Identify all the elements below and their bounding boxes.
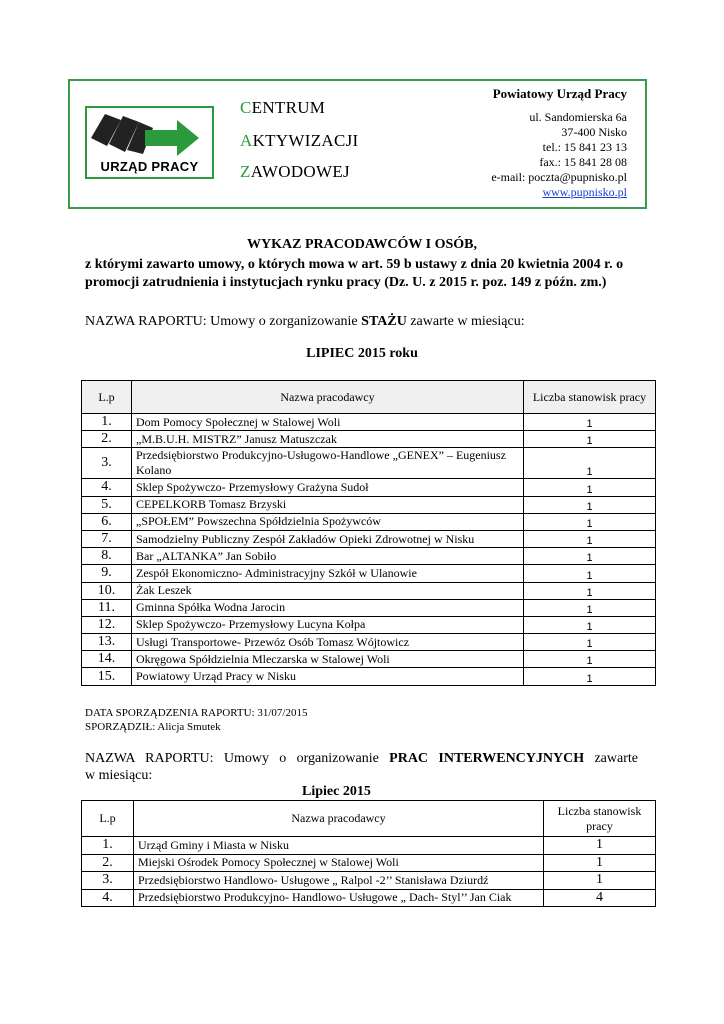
row-name: Okręgowa Spółdzielnia Mleczarska w Stalowej Woli: [132, 651, 524, 668]
table-row: [82, 582, 656, 599]
table-row: [82, 414, 656, 431]
row-name: Powiatowy Urząd Pracy w Nisku: [132, 668, 524, 685]
table-row: [82, 513, 656, 530]
row-lp: 15.: [82, 668, 132, 685]
office-website-link[interactable]: www.pupnisko.pl: [542, 185, 627, 199]
table-row: [82, 431, 656, 448]
row-count: 1: [524, 634, 656, 651]
office-street: ul. Sandomierska 6a: [529, 110, 627, 124]
table-row: [82, 634, 656, 651]
col-name: Nazwa pracodawcy: [134, 801, 544, 837]
row-count: 1: [544, 872, 656, 890]
row-name: Miejski Ośrodek Pomocy Społecznej w Stalowej Woli: [134, 854, 544, 872]
row-name: „SPOŁEM” Powszechna Spółdzielnia Spożywców: [132, 513, 524, 530]
row-lp: 1.: [82, 837, 134, 855]
row-lp: 5.: [82, 496, 132, 513]
office-fax: fax.: 15 841 28 08: [539, 155, 627, 169]
row-count: 1: [524, 565, 656, 582]
centre-line-2: AKTYWIZACJI: [240, 131, 359, 150]
prace-interwencyjne-table: [81, 800, 656, 907]
table-row: [82, 496, 656, 513]
table-row: [82, 530, 656, 547]
report1-month: LIPIEC 2015 roku: [306, 346, 418, 361]
row-lp: 12.: [82, 616, 132, 633]
table-row: [82, 448, 656, 479]
row-count: 1: [524, 616, 656, 633]
row-name: Urząd Gminy i Miasta w Nisku: [134, 837, 544, 855]
row-count: 1: [524, 414, 656, 431]
row-lp: 1.: [82, 414, 132, 431]
row-count: 1: [544, 837, 656, 855]
row-name: Sklep Spożywczo- Przemysłowy Lucyna Kołpa: [132, 616, 524, 633]
table-header-row: [82, 801, 656, 837]
table-header-row: [82, 381, 656, 414]
office-tel: tel.: 15 841 23 13: [542, 140, 627, 154]
row-lp: 9.: [82, 565, 132, 582]
row-count: 1: [524, 431, 656, 448]
row-name: Dom Pomocy Społecznej w Stalowej Woli: [132, 414, 524, 431]
row-name: Przedsiębiorstwo Handlowo- Usługowe „ Ralpol -2’’ Stanisława Dziurdź: [134, 872, 544, 890]
row-name: CEPELKORB Tomasz Brzyski: [132, 496, 524, 513]
row-count: 1: [544, 854, 656, 872]
col-lp: L.p: [82, 381, 132, 414]
row-name: Przedsiębiorstwo Produkcyjno-Usługowo-Handlowe „GENEX” – Eugeniusz Kolano: [132, 448, 524, 479]
row-count: 1: [524, 479, 656, 496]
report2-month: Lipiec 2015: [302, 784, 371, 799]
staz-table: [81, 380, 656, 686]
table-row: [82, 548, 656, 565]
row-lp: 3.: [82, 872, 134, 890]
row-lp: 8.: [82, 548, 132, 565]
row-lp: 7.: [82, 530, 132, 547]
office-email: e-mail: poczta@pupnisko.pl: [491, 170, 627, 184]
row-name: Żak Leszek: [132, 582, 524, 599]
row-name: Zespół Ekonomiczno- Administracyjny Szkół w Ulanowie: [132, 565, 524, 582]
table-row: [82, 872, 656, 890]
table-row: [82, 837, 656, 855]
row-name: Samodzielny Publiczny Zespół Zakładów Opieki Zdrowotnej w Nisku: [132, 530, 524, 547]
col-lp: L.p: [82, 801, 134, 837]
row-count: 1: [524, 668, 656, 685]
table-row: [82, 668, 656, 685]
row-lp: 11.: [82, 599, 132, 616]
report2-name-cont: w miesiącu:: [85, 768, 153, 783]
table-row: [82, 565, 656, 582]
logo-label: URZĄD PRACY: [100, 159, 199, 174]
office-name: Powiatowy Urząd Pracy: [492, 86, 627, 101]
col-count: Liczba stanowisk pracy: [544, 801, 656, 837]
row-count: 1: [524, 582, 656, 599]
row-lp: 4.: [82, 889, 134, 907]
row-count: 1: [524, 530, 656, 547]
row-name: Gminna Spółka Wodna Jarocin: [132, 599, 524, 616]
row-count: 1: [524, 496, 656, 513]
row-count: 1: [524, 513, 656, 530]
col-count: Liczba stanowisk pracy: [524, 381, 656, 414]
report1-name: NAZWA RAPORTU: Umowy o zorganizowanie STAŻU zawarte w miesiącu:: [85, 314, 525, 329]
table-row: [82, 651, 656, 668]
row-count: 1: [524, 599, 656, 616]
row-lp: 14.: [82, 651, 132, 668]
row-name: Sklep Spożywczo- Przemysłowy Grażyna Sudoł: [132, 479, 524, 496]
col-name: Nazwa pracodawcy: [132, 381, 524, 414]
row-lp: 6.: [82, 513, 132, 530]
page-title: WYKAZ PRACODAWCÓW I OSÓB,: [247, 237, 477, 252]
row-lp: 13.: [82, 634, 132, 651]
report2-name: NAZWA RAPORTU: Umowy o organizowanie PRAC INTERWENCYJNYCH zawarte: [85, 751, 638, 766]
table-row: [82, 479, 656, 496]
row-count: 4: [544, 889, 656, 907]
row-count: 1: [524, 651, 656, 668]
row-count: 1: [524, 548, 656, 565]
table-row: [82, 616, 656, 633]
office-city: 37-400 Nisko: [561, 125, 627, 139]
table-row: [82, 889, 656, 907]
row-lp: 3.: [82, 448, 132, 479]
row-name: Bar „ALTANKA” Jan Sobiło: [132, 548, 524, 565]
row-lp: 2.: [82, 854, 134, 872]
centre-line-3: ZAWODOWEJ: [240, 162, 350, 181]
row-lp: 4.: [82, 479, 132, 496]
row-name: Przedsiębiorstwo Produkcyjno- Handlowo- Usługowe „ Dach- Styl’’ Jan Ciak: [134, 889, 544, 907]
table-row: [82, 854, 656, 872]
centre-line-1: CENTRUM: [240, 98, 326, 117]
row-name: Usługi Transportowe- Przewóz Osób Tomasz Wójtowicz: [132, 634, 524, 651]
urzad-pracy-logo: [85, 106, 214, 179]
report-date: DATA SPORZĄDZENIA RAPORTU: 31/07/2015: [85, 707, 308, 719]
report-author: SPORZĄDZIŁ: Alicja Smutek: [85, 721, 221, 733]
row-lp: 2.: [82, 431, 132, 448]
table-row: [82, 599, 656, 616]
page-subtitle: z którymi zawarto umowy, o których mowa w art. 59 b ustawy z dnia 20 kwietnia 2004 r. o promocji zatrudnienia i instytucjach rynku pracy (Dz. U. z 2015 r. poz. 149 z późn. zm.): [85, 257, 624, 290]
row-name: „M.B.U.H. MISTRZ” Janusz Matuszczak: [132, 431, 524, 448]
row-count: 1: [524, 448, 656, 479]
row-lp: 10.: [82, 582, 132, 599]
